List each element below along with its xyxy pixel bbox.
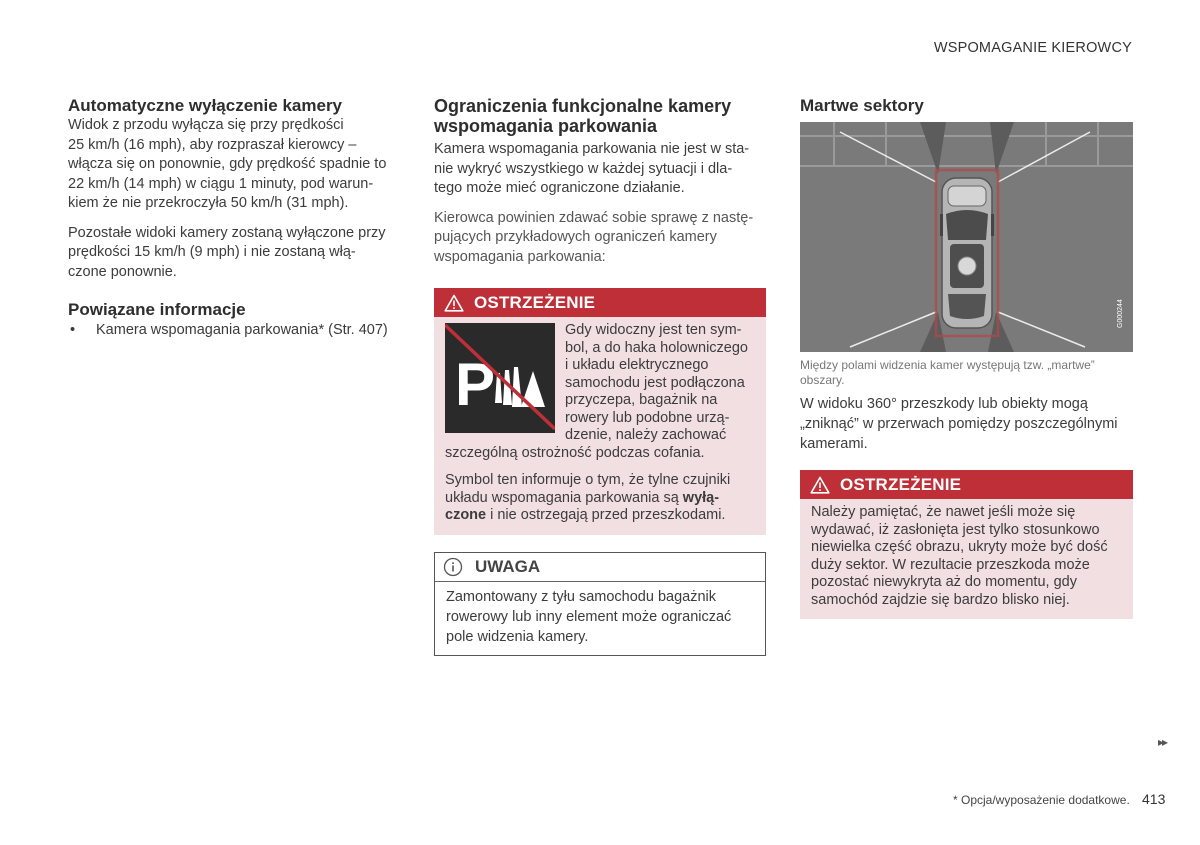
blind-spots-figure — [800, 122, 1133, 352]
note-text: Zamontowany z tyłu samochodu bagażnik rowerowy lub inny element może ograniczać pole widzenia kamery. — [446, 588, 732, 645]
note-body — [435, 582, 765, 655]
warning-triangle-icon — [444, 294, 464, 312]
heading-blind-spots: Martwe sektory — [800, 96, 924, 115]
warning-text-hidden-sector: Należy pamiętać, że nawet jeśli może się wydawać, iż zasłonięta jest tylko stosunkowo niewielka część obrazu, ukryty może być dość duży sektor. W rezultacie przeszkoda może pozostać niewykryta aż do momentu, gdy samochód zajdzie się bardzo blisko niej. — [811, 504, 1108, 608]
warning-text-trailer: Gdy widoczny jest ten sym- bol, a do haka holowniczego i układu elektrycznego samochodu jest podłączona przyczepa, bagażnik na rowery lub podobne urzą- dzenie, należy zachować szczególną ostrożność podczas cofania. — [445, 322, 748, 461]
paragraph-camera-cannot-detect: Kamera wspomagania parkowania nie jest w sta- nie wykryć wszystkiego w każdej sytuacji i dla- tego może mieć ograniczone działanie. — [434, 141, 750, 196]
bullet-dot: • — [70, 322, 76, 338]
paragraph-objects-disappear: W widoku 360° przeszkody lub obiekty mogą „zniknąć” w przerwach pomiędzy poszczególnymi kamerami. — [800, 396, 1118, 452]
figure-id-label: G000244 — [1117, 299, 1124, 328]
continue-next-page-icon[interactable]: ▸▸ — [1157, 735, 1166, 749]
warning-body — [434, 317, 766, 535]
parking-sensors-disabled-icon — [445, 323, 555, 433]
column-left — [68, 96, 402, 341]
warning-box-trailer — [434, 288, 766, 535]
paragraph-driver-awareness: Kierowca powinien zdawać sobie sprawę z nastę- pujących przykładowych ograniczeń kamery wspomagania parkowania: — [434, 209, 754, 265]
related-link-parking-camera[interactable]: Kamera wspomagania parkowania* (Str. 407) — [96, 322, 388, 338]
warning-body — [800, 499, 1133, 619]
note-header — [435, 553, 765, 582]
car-top-view-illustration — [800, 122, 1133, 352]
column-right — [800, 96, 1133, 619]
info-icon — [443, 557, 463, 577]
warning-box-blind-sector — [800, 470, 1133, 619]
warning-header — [434, 288, 766, 317]
heading-automatic-camera-off: Automatyczne wyłączenie kamery — [68, 96, 343, 115]
warning-text-symbol-meaning: Symbol ten informuje o tym, że tylne czujniki układu wspomagania parkowania są wyłą- czone i nie ostrzegają przed przeszkodami. — [445, 472, 731, 523]
related-list-item[interactable] — [68, 321, 402, 341]
paragraph-other-views: Pozostałe widoki kamery zostaną wyłączone przy prędkości 15 km/h (9 mph) i nie zostaną włą- czone ponownie. — [68, 224, 386, 280]
note-box — [434, 552, 766, 656]
warning-title: OSTRZEŻENIE — [840, 474, 962, 494]
figure-caption: Między polami widzenia kamer występują tzw. „martwe” obszary. — [800, 358, 1095, 387]
pictogram-letter: P — [455, 351, 496, 418]
paragraph-front-view: Widok z przodu wyłącza się przy prędkości 25 km/h (16 mph), aby rozpraszał kierowcy – włącza się on ponownie, gdy prędkość spadnie to 22 km/h (14 mph) w ciągu 1 minuty, pod warun- kiem że nie przekroczyła 50 km/h (31 mph). — [68, 117, 387, 211]
warning-title: OSTRZEŻENIE — [474, 292, 596, 312]
note-title: UWAGA — [475, 556, 541, 576]
warning-triangle-icon — [810, 476, 830, 494]
heading-related-info: Powiązane informacje — [68, 300, 246, 319]
warning-header — [800, 470, 1133, 499]
section-header: WSPOMAGANIE KIEROWCY — [933, 40, 1132, 56]
footnote-optional-equipment: * Opcja/wyposażenie dodatkowe. — [953, 793, 1130, 807]
heading-camera-limitations: Ograniczenia funkcjonalne kamery wspomagania parkowania — [434, 96, 732, 136]
page-number: 413 — [1142, 791, 1166, 807]
column-middle — [434, 96, 766, 656]
